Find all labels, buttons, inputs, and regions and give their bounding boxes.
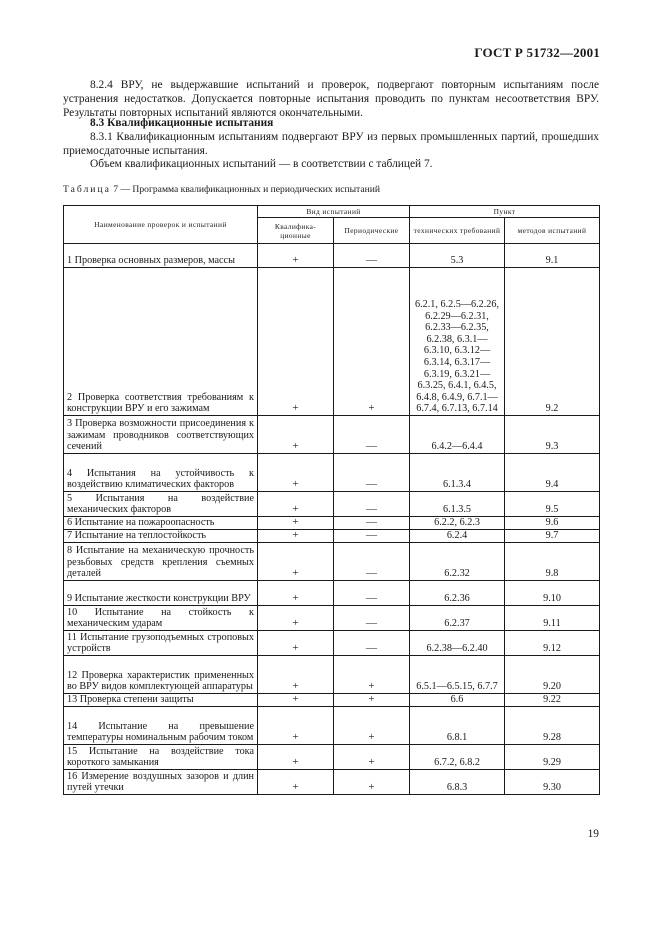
row-test-name: 12 Проверка характеристик примененных во ВРУ видов комплектующей аппаратуры — [64, 656, 258, 694]
table-row — [64, 543, 600, 581]
row-qualification-mark: + — [258, 631, 334, 656]
row-qualification-mark: + — [258, 656, 334, 694]
row-periodic-mark: — — [334, 244, 410, 268]
row-method-clause: 9.7 — [505, 530, 600, 543]
row-method-clause: 9.3 — [505, 416, 600, 454]
row-method-clause: 9.4 — [505, 454, 600, 492]
row-tech-req-clause: 6.5.1—6.5.15, 6.7.7 — [410, 656, 505, 694]
row-tech-req-clause: 6.2.38—6.2.40 — [410, 631, 505, 656]
row-tech-req-clause: 6.7.2, 6.8.2 — [410, 745, 505, 770]
table-row — [64, 581, 600, 606]
row-qualification-mark: + — [258, 694, 334, 707]
row-periodic-mark: — — [334, 581, 410, 606]
row-qualification-mark: + — [258, 770, 334, 795]
row-tech-req-clause: 6.1.3.5 — [410, 492, 505, 517]
row-periodic-mark: — — [334, 631, 410, 656]
row-periodic-mark: — — [334, 492, 410, 517]
row-method-clause: 9.8 — [505, 543, 600, 581]
row-tech-req-clause: 6.2.32 — [410, 543, 505, 581]
row-tech-req-clause: 6.2.2, 6.2.3 — [410, 517, 505, 530]
table-row — [64, 770, 600, 795]
row-test-name: 7 Испытание на теплостойкость — [64, 530, 258, 543]
row-test-name: 5 Испытания на воздействие механических факторов — [64, 492, 258, 517]
paragraph-8-2-4: 8.2.4 ВРУ, не выдержавшие испытаний и проверок, подвергают повторным испытаниям после устранения недостатков. Допускается повторные испытания проводить по пунктам несоответствия ВРУ. Результаты повторных испытаний являются окончательными. — [63, 79, 599, 120]
row-periodic-mark: + — [334, 268, 410, 416]
table-row — [64, 707, 600, 745]
table-row — [64, 606, 600, 631]
table-row — [64, 416, 600, 454]
col-header-item: Пункт — [410, 206, 600, 218]
row-test-name: 8 Испытание на механическую прочность резьбовых средств крепления съемных деталей — [64, 543, 258, 581]
row-method-clause: 9.1 — [505, 244, 600, 268]
row-test-name: 16 Измерение воздушных зазоров и длин путей утечки — [64, 770, 258, 795]
row-qualification-mark: + — [258, 268, 334, 416]
col-header-test-methods: методов испытаний — [505, 218, 600, 244]
row-test-name: 4 Испытания на устойчивость к воздействию климатических факторов — [64, 454, 258, 492]
row-periodic-mark: — — [334, 517, 410, 530]
row-method-clause: 9.5 — [505, 492, 600, 517]
table-row — [64, 631, 600, 656]
col-header-name: Наименование проверок и испытаний — [64, 206, 258, 244]
row-tech-req-clause: 6.8.3 — [410, 770, 505, 795]
table-row — [64, 244, 600, 268]
row-tech-req-clause: 6.1.3.4 — [410, 454, 505, 492]
row-qualification-mark: + — [258, 244, 334, 268]
row-test-name: 1 Проверка основных размеров, массы — [64, 244, 258, 268]
table-caption-label: Таблица — [63, 184, 111, 195]
row-qualification-mark: + — [258, 745, 334, 770]
paragraph-8-3-1: 8.3.1 Квалификационным испытаниям подвергают ВРУ из первых промышленных партий, прошедших приемосдаточные испытания. — [63, 131, 599, 158]
row-tech-req-clause: 6.4.2—6.4.4 — [410, 416, 505, 454]
row-method-clause: 9.10 — [505, 581, 600, 606]
row-qualification-mark: + — [258, 606, 334, 631]
row-method-clause: 9.28 — [505, 707, 600, 745]
row-method-clause: 9.11 — [505, 606, 600, 631]
page-number: 19 — [587, 828, 599, 840]
row-qualification-mark: + — [258, 517, 334, 530]
row-periodic-mark: + — [334, 707, 410, 745]
row-qualification-mark: + — [258, 416, 334, 454]
row-qualification-mark: + — [258, 492, 334, 517]
row-tech-req-clause: 6.8.1 — [410, 707, 505, 745]
row-method-clause: 9.22 — [505, 694, 600, 707]
document-header: ГОСТ Р 51732—2001 — [474, 45, 600, 60]
table-row — [64, 268, 600, 416]
row-test-name: 14 Испытание на превышение температуры номинальным рабочим током — [64, 707, 258, 745]
row-tech-req-clause: 6.2.37 — [410, 606, 505, 631]
row-tech-req-clause: 6.2.4 — [410, 530, 505, 543]
row-test-name: 3 Проверка возможности присоединения к зажимам проводников соответствующих сечений — [64, 416, 258, 454]
paragraph-8-3-1-scope: Объем квалификационных испытаний — в соответствии с таблицей 7. — [90, 158, 433, 170]
table-caption — [63, 184, 380, 195]
col-header-tech-req: технических требований — [410, 218, 505, 244]
row-periodic-mark: — — [334, 416, 410, 454]
test-program-table — [63, 205, 600, 795]
row-qualification-mark: + — [258, 581, 334, 606]
table-row — [64, 745, 600, 770]
table-row — [64, 454, 600, 492]
row-periodic-mark: — — [334, 530, 410, 543]
row-periodic-mark: + — [334, 770, 410, 795]
row-test-name: 9 Испытание жесткости конструкции ВРУ — [64, 581, 258, 606]
table-row — [64, 656, 600, 694]
row-test-name: 6 Испытание на пожароопасность — [64, 517, 258, 530]
row-qualification-mark: + — [258, 454, 334, 492]
col-header-qualification: Квалифика-ционные — [258, 218, 334, 244]
row-tech-req-clause: 5.3 — [410, 244, 505, 268]
row-tech-req-clause: 6.2.36 — [410, 581, 505, 606]
row-method-clause: 9.20 — [505, 656, 600, 694]
row-method-clause: 9.29 — [505, 745, 600, 770]
row-method-clause: 9.2 — [505, 268, 600, 416]
row-test-name: 11 Испытание грузоподъемных строповых устройств — [64, 631, 258, 656]
row-method-clause: 9.6 — [505, 517, 600, 530]
row-qualification-mark: + — [258, 707, 334, 745]
row-periodic-mark: + — [334, 694, 410, 707]
row-periodic-mark: — — [334, 454, 410, 492]
table-row — [64, 530, 600, 543]
row-test-name: 15 Испытание на воздействие тока короткого замыкания — [64, 745, 258, 770]
table-row — [64, 492, 600, 517]
table-caption-text: 7 — Программа квалификационных и периодических испытаний — [110, 184, 381, 195]
row-method-clause: 9.30 — [505, 770, 600, 795]
row-periodic-mark: — — [334, 606, 410, 631]
row-test-name: 13 Проверка степени защиты — [64, 694, 258, 707]
col-header-periodic: Периодические — [334, 218, 410, 244]
row-tech-req-clause: 6.6 — [410, 694, 505, 707]
row-periodic-mark: + — [334, 745, 410, 770]
row-method-clause: 9.12 — [505, 631, 600, 656]
table-row — [64, 517, 600, 530]
table-row — [64, 694, 600, 707]
row-test-name: 2 Проверка соответствия требованиям к конструкции ВРУ и его зажимам — [64, 268, 258, 416]
row-qualification-mark: + — [258, 543, 334, 581]
col-header-kind: Вид испытаний — [258, 206, 410, 218]
row-tech-req-clause: 6.2.1, 6.2.5—6.2.26, 6.2.29—6.2.31, 6.2.33—6.2.35, 6.2.38, 6.3.1—6.3.10, 6.3.12—6.3.14, 6.3.17—6.3.19, 6.3.21—6.3.25, 6.4.1, 6.4.5, 6.4.8, 6.4.9, 6.7.1—6.7.4, 6.7.13, 6.7.14 — [410, 268, 505, 416]
section-heading-8-3: 8.3 Квалификационные испытания — [90, 117, 274, 129]
row-qualification-mark: + — [258, 530, 334, 543]
row-periodic-mark: — — [334, 543, 410, 581]
row-periodic-mark: + — [334, 656, 410, 694]
row-test-name: 10 Испытание на стойкость к механическим ударам — [64, 606, 258, 631]
